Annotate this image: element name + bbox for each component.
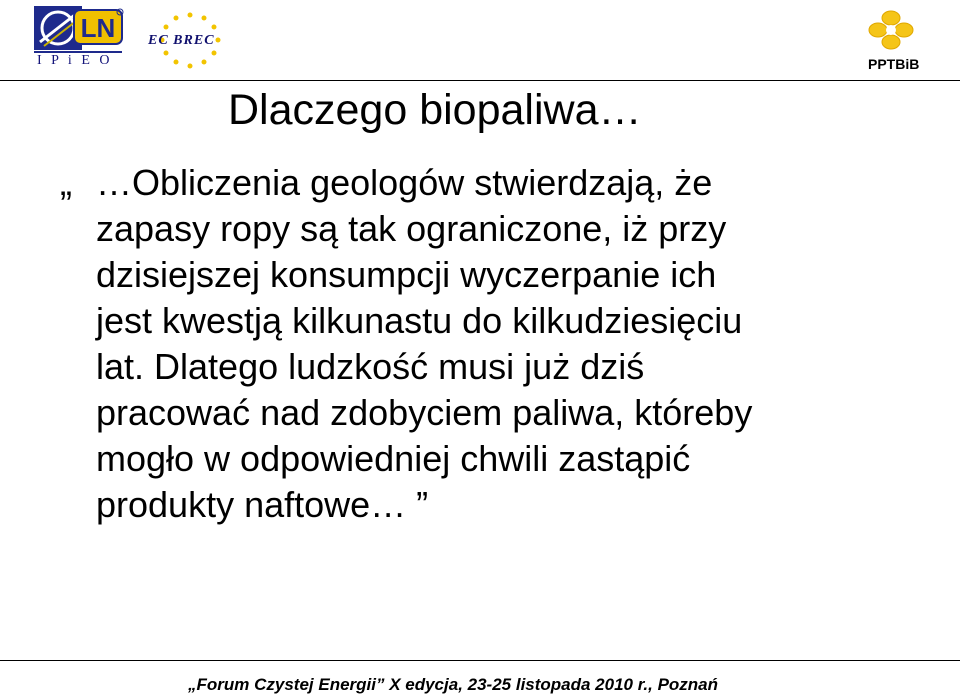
body-line: lat. Dlatego ludzkość musi już dziś [96,346,645,387]
opening-quote-mark: „ [60,162,72,203]
body-line: jest kwestją kilkunastu do kilkudziesięciu [96,300,743,341]
body-line: dzisiejszej konsumpcji wyczerpanie ich [96,254,717,295]
header-divider [0,80,960,81]
body-line: zapasy ropy są tak ograniczone, iż przy [96,208,727,249]
slide-body [96,160,946,528]
footer-divider [0,660,960,661]
pptbib-logo [866,8,916,52]
body-line: pracować nad zdobyciem paliwa, któreby [96,392,753,433]
slide-title: Dlaczego biopaliwa… [228,86,642,134]
pptbib-logo-text: PPTBiB [868,56,920,72]
body-line: produkty naftowe… ” [96,484,429,525]
body-line: …Obliczenia geologów stwierdzają, że [96,162,713,203]
svg-text:LN: LN [80,13,116,43]
ipieo-logo-text: I P i E O [37,53,113,68]
footer-text: „Forum Czystej Energii” X edycja, 23-25 listopada 2010 r., Poznań [188,675,719,694]
ecbrec-logo-text: EC BREC [148,33,215,48]
body-line: mogło w odpowiedniej chwili zastąpić [96,438,691,479]
